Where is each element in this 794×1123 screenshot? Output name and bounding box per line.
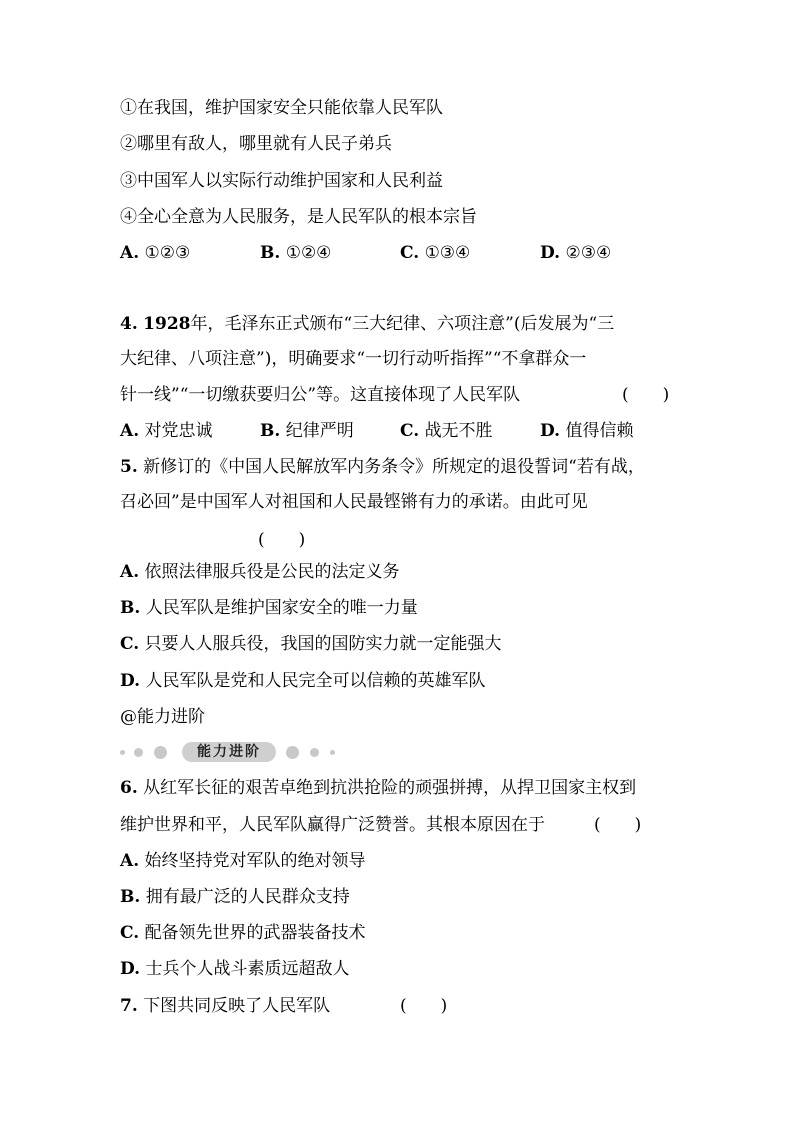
q3-option-b[interactable]: B. ①②④ <box>260 243 332 263</box>
q3-option-a[interactable]: A. ①②③ <box>120 243 191 263</box>
q5-stem-line-1: 5. 新修订的《中国人民解放军内务条令》所规定的退役誓词“若有战， <box>120 457 645 477</box>
q4-option-b[interactable]: B. 纪律严明 <box>260 421 354 441</box>
q4-stem-line-1: 4. 1928年，毛泽东正式颁布“三大纪律、六项注意”(后发展为“三 <box>120 314 615 334</box>
q5-stem-line-2: 召必回”是中国军人对祖国和人民最铿锵有力的承诺。由此可见 <box>120 492 588 512</box>
section-marker: @能力进阶 <box>120 707 205 727</box>
q6-option-a[interactable]: A. 始终坚持党对军队的绝对领导 <box>120 851 366 871</box>
q3-statement-3: ③中国军人以实际行动维护国家和人民利益 <box>120 171 443 191</box>
q7-stem-line-1: 7. 下图共同反映了人民军队 <box>120 996 331 1016</box>
q4-year: 1928 <box>143 314 191 334</box>
q6-option-b[interactable]: B. 拥有最广泛的人民群众支持 <box>120 887 350 907</box>
q7-number: 7. <box>120 996 138 1016</box>
banner-dot <box>120 750 125 755</box>
section-banner-label: 能力进阶 <box>182 742 276 762</box>
banner-dot <box>310 748 319 757</box>
banner-dot <box>286 746 299 759</box>
q6-number: 6. <box>120 778 138 798</box>
q5-option-d[interactable]: D. 人民军队是党和人民完全可以信赖的英雄军队 <box>120 671 486 691</box>
banner-dot <box>134 748 143 757</box>
q3-statement-1: ①在我国，维护国家安全只能依靠人民军队 <box>120 98 443 118</box>
q6-option-c[interactable]: C. 配备领先世界的武器装备技术 <box>120 923 366 943</box>
q3-statement-2: ②哪里有敌人，哪里就有人民子弟兵 <box>120 134 392 154</box>
q6-stem-line-2: 维护世界和平，人民军队赢得广泛赞誉。其根本原因在于 <box>120 815 545 835</box>
q5-option-a[interactable]: A. 依照法律服兵役是公民的法定义务 <box>120 562 400 582</box>
q4-stem-line-2: 大纪律、八项注意”)，明确要求“一切行动听指挥”“不拿群众一 <box>120 349 587 369</box>
q4-option-a[interactable]: A. 对党忠诚 <box>120 421 213 441</box>
q6-answer-blank[interactable]: ( ) <box>594 815 642 835</box>
q3-option-d[interactable]: D. ②③④ <box>540 243 612 263</box>
q4-number: 4. <box>120 314 138 334</box>
q4-option-d[interactable]: D. 值得信赖 <box>540 421 634 441</box>
q4-answer-blank[interactable]: ( ) <box>622 385 670 405</box>
q3-statement-4: ④全心全意为人民服务，是人民军队的根本宗旨 <box>120 207 477 227</box>
q5-option-c[interactable]: C. 只要人人服兵役，我国的国防实力就一定能强大 <box>120 634 502 654</box>
q5-option-b[interactable]: B. 人民军队是维护国家安全的唯一力量 <box>120 598 418 618</box>
q5-answer-blank[interactable]: ( ) <box>258 530 306 550</box>
section-banner <box>120 742 340 762</box>
q6-option-d[interactable]: D. 士兵个人战斗素质远超敌人 <box>120 959 350 979</box>
q4-option-c[interactable]: C. 战无不胜 <box>400 421 493 441</box>
q5-number: 5. <box>120 457 138 477</box>
q3-option-c[interactable]: C. ①③④ <box>400 243 471 263</box>
q7-answer-blank[interactable]: ( ) <box>400 996 448 1016</box>
banner-dot <box>154 746 167 759</box>
q6-stem-line-1: 6. 从红军长征的艰苦卓绝到抗洪抢险的顽强拼搏，从捍卫国家主权到 <box>120 778 637 798</box>
q4-stem-line-3: 针一线”“一切缴获要归公”等。这直接体现了人民军队 <box>120 385 521 405</box>
banner-dot <box>330 750 335 755</box>
